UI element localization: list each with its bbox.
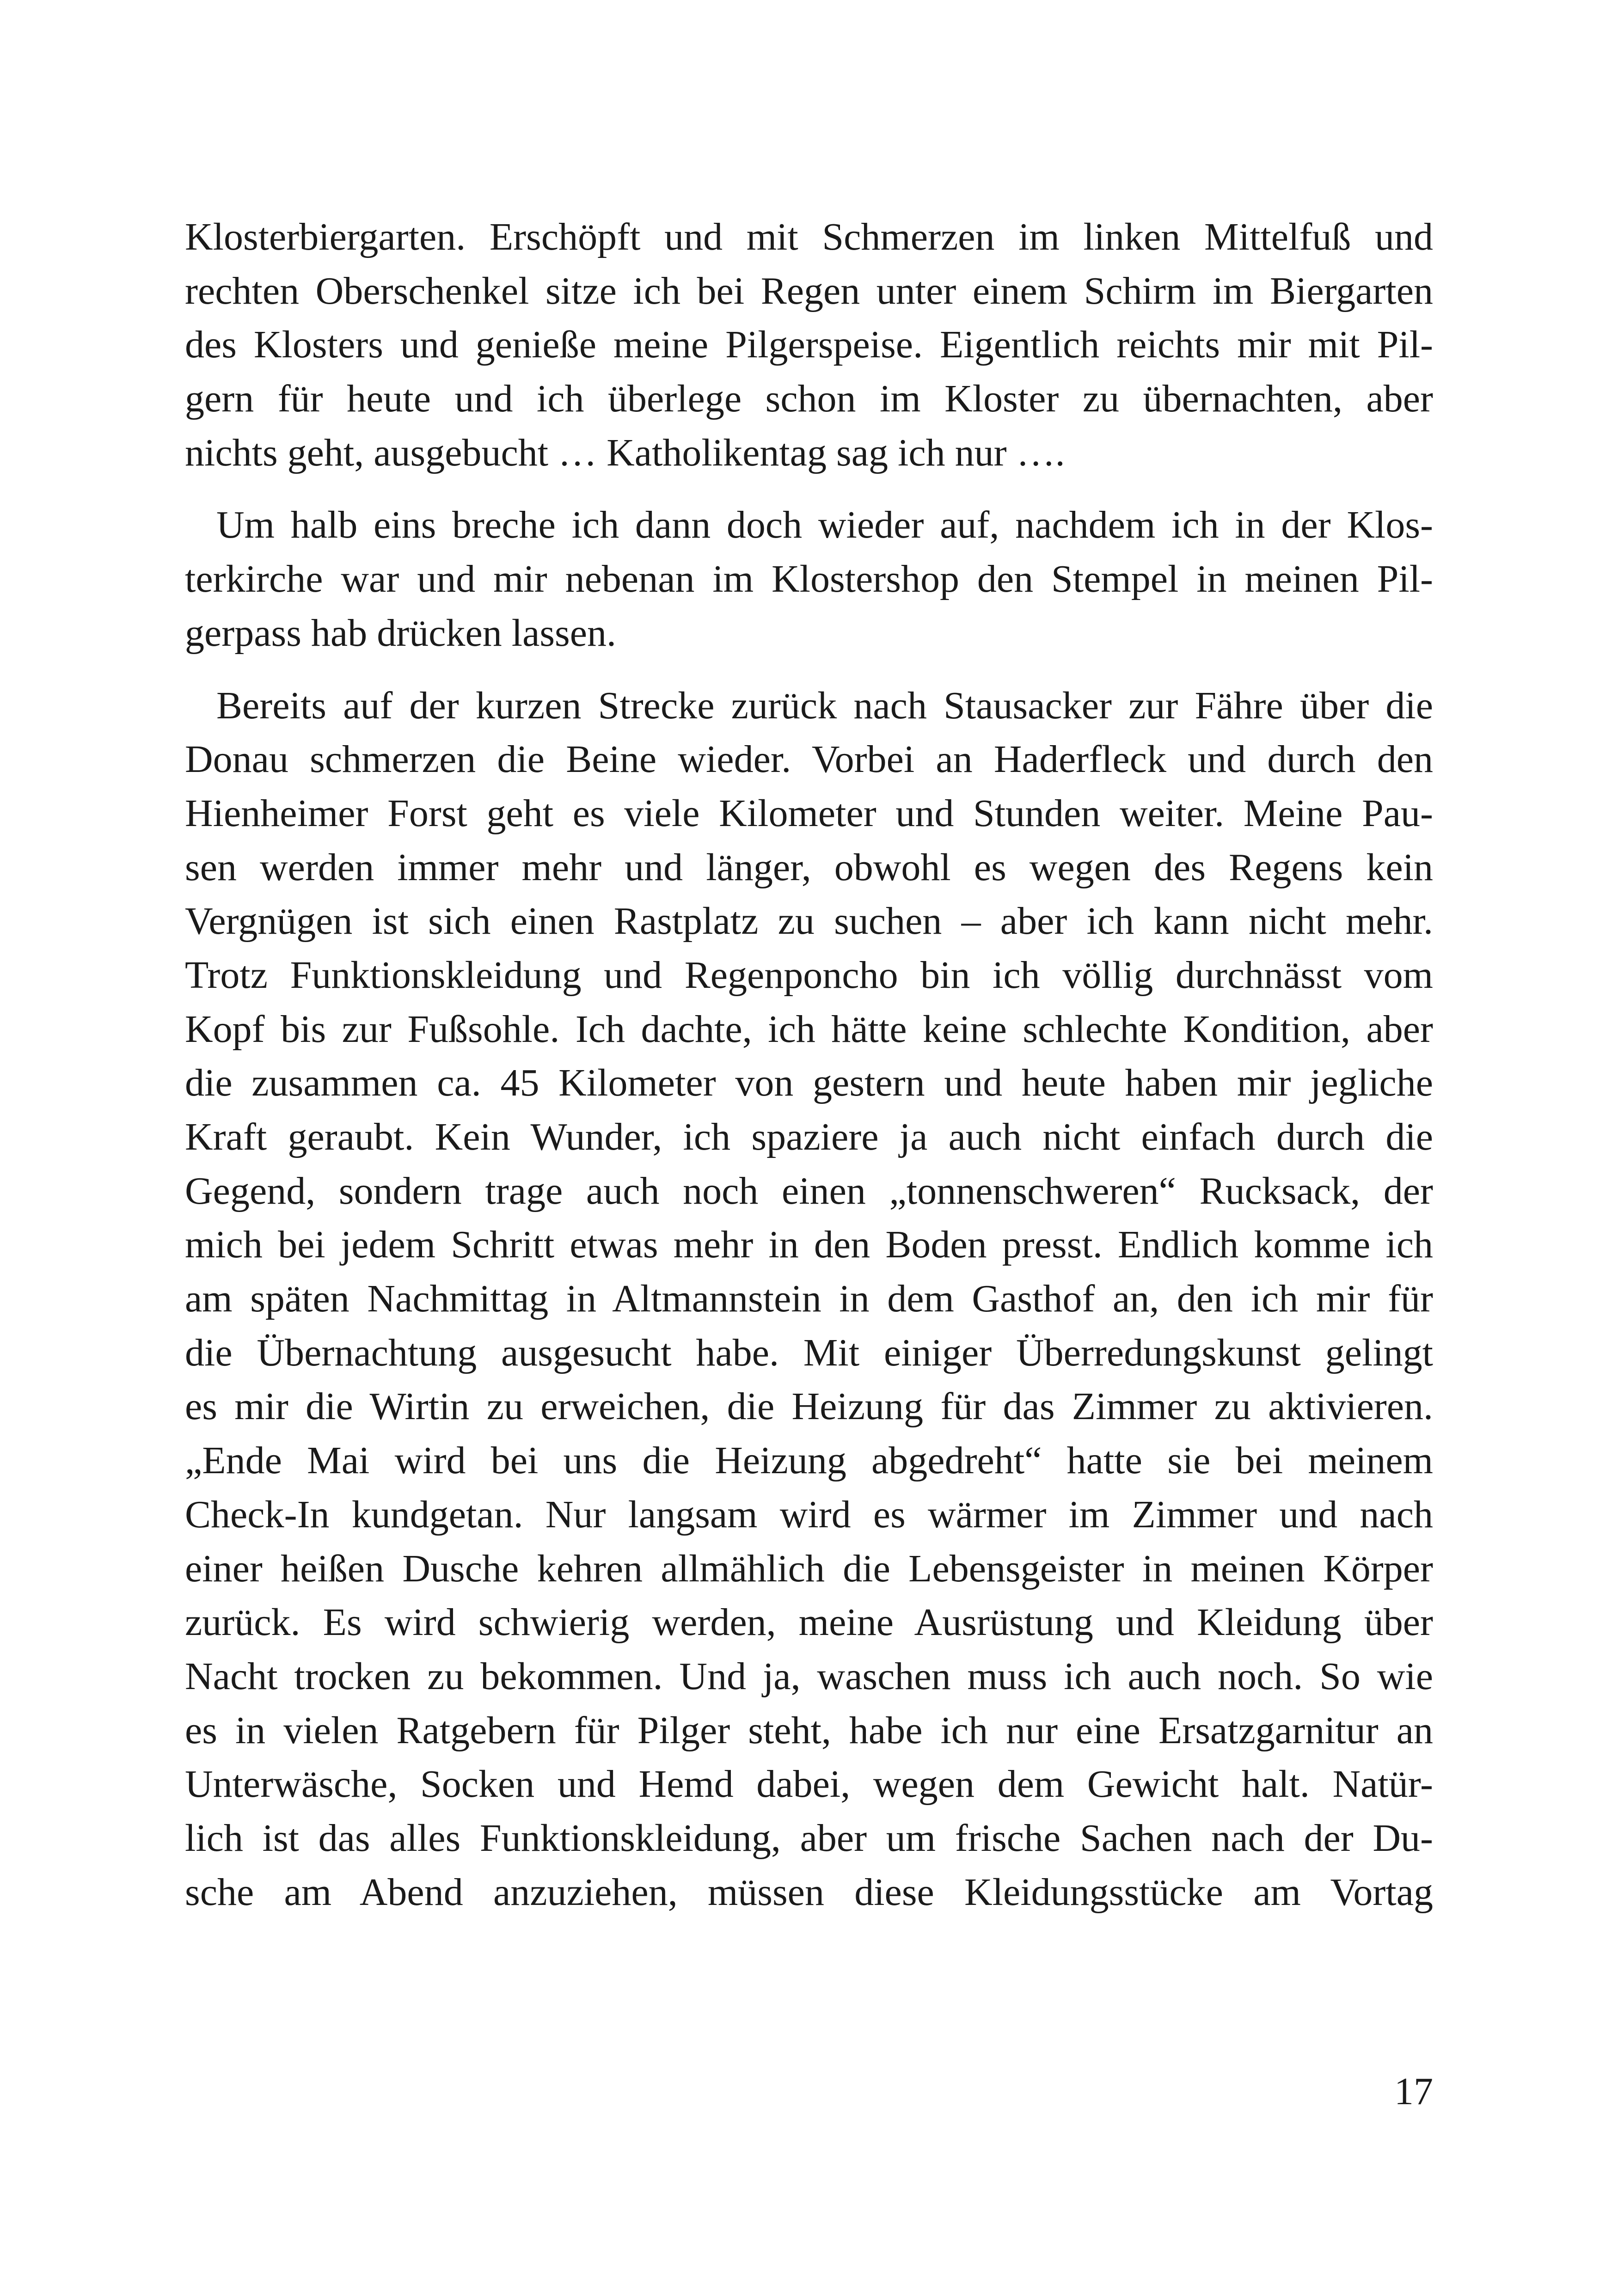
paragraph-gap bbox=[185, 661, 1433, 679]
text-line: Gegend, sondern trage auch noch einen „tonnenschweren“ Rucksack, der bbox=[185, 1169, 1433, 1212]
text-line: mich bei jedem Schritt etwas mehr in den Boden presst. Endlich komme ich bbox=[185, 1223, 1433, 1267]
text-line: Trotz Funktionskleidung und Regenponcho bin ich völlig durchnässt vom bbox=[185, 953, 1433, 997]
text-line: Nacht trocken zu bekommen. Und ja, waschen muss ich auch noch. So wie bbox=[185, 1654, 1433, 1698]
text-line: am späten Nachmittag in Altmannstein in dem Gasthof an, den ich mir für bbox=[185, 1277, 1433, 1321]
text-line: Check-In kundgetan. Nur langsam wird es wärmer im Zimmer und nach bbox=[185, 1493, 1433, 1536]
text-line: Klosterbiergarten. Erschöpft und mit Schmerzen im linken Mittelfuß und bbox=[185, 215, 1433, 258]
text-line: Unterwäsche, Socken und Hemd dabei, wegen dem Gewicht halt. Natür- bbox=[185, 1763, 1433, 1806]
text-line: Hienheimer Forst geht es viele Kilometer und Stunden weiter. Meine Pau- bbox=[185, 791, 1433, 835]
text-line: die zusammen ca. 45 Kilometer von gestern und heute haben mir jegliche bbox=[185, 1061, 1433, 1105]
text-line: es in vielen Ratgebern für Pilger steht, habe ich nur eine Ersatzgarnitur an bbox=[185, 1708, 1433, 1752]
text-line: terkirche war und mir nebenan im Klostershop den Stempel in meinen Pil- bbox=[185, 557, 1433, 601]
paragraph bbox=[185, 210, 1433, 480]
text-line: lich ist das alles Funktionskleidung, aber um frische Sachen nach der Du- bbox=[185, 1816, 1433, 1860]
text-line: Vergnügen ist sich einen Rastplatz zu suchen – aber ich kann nicht mehr. bbox=[185, 900, 1433, 943]
text-line: Kraft geraubt. Kein Wunder, ich spaziere ja auch nicht einfach durch die bbox=[185, 1115, 1433, 1158]
text-line: Bereits auf der kurzen Strecke zurück nach Stausacker zur Fähre über die bbox=[216, 684, 1433, 727]
paragraph-gap bbox=[185, 480, 1433, 498]
text-line: Um halb eins breche ich dann doch wieder auf, nachdem ich in der Klos- bbox=[216, 503, 1433, 547]
text-line: sche am Abend anzuziehen, müssen diese Kleidungsstücke am Vortag bbox=[185, 1870, 1433, 1914]
text-line: sen werden immer mehr und länger, obwohl es wegen des Regens kein bbox=[185, 845, 1433, 889]
text-line: gerpass hab drücken lassen. bbox=[185, 611, 617, 655]
text-line: einer heißen Dusche kehren allmählich die Lebensgeister in meinen Körper bbox=[185, 1547, 1433, 1590]
text-line: Kopf bis zur Fußsohle. Ich dachte, ich hätte keine schlechte Kondition, aber bbox=[185, 1007, 1433, 1051]
text-line: die Übernachtung ausgesucht habe. Mit einiger Überredungskunst gelingt bbox=[185, 1331, 1433, 1374]
text-line: rechten Oberschenkel sitze ich bei Regen unter einem Schirm im Biergarten bbox=[185, 269, 1433, 312]
page-number: 17 bbox=[1394, 2070, 1433, 2113]
text-line: nichts geht, ausgebucht … Katholikentag sag ich nur …. bbox=[185, 431, 1065, 474]
text-line: gern für heute und ich überlege schon im Kloster zu übernachten, aber bbox=[185, 377, 1433, 421]
paragraph bbox=[185, 498, 1433, 660]
text-line: es mir die Wirtin zu erweichen, die Heizung für das Zimmer zu aktivieren. bbox=[185, 1385, 1433, 1428]
text-line: Donau schmerzen die Beine wieder. Vorbei an Haderfleck und durch den bbox=[185, 738, 1433, 781]
text-line: des Klosters und genieße meine Pilgerspeise. Eigentlich reichts mir mit Pil- bbox=[185, 323, 1433, 367]
body-text bbox=[185, 210, 1433, 1919]
text-line: „Ende Mai wird bei uns die Heizung abgedreht“ hatte sie bei meinem bbox=[185, 1439, 1433, 1482]
paragraph bbox=[185, 679, 1433, 1920]
text-line: zurück. Es wird schwierig werden, meine Ausrüstung und Kleidung über bbox=[185, 1601, 1433, 1644]
